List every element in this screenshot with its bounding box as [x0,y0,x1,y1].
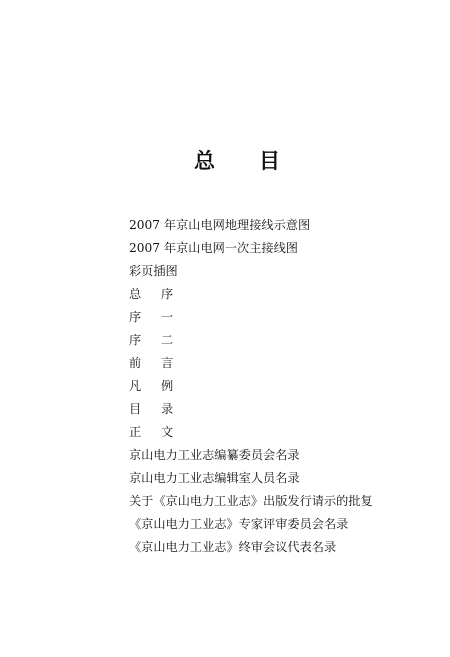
page-title [0,146,450,176]
title-char-2: 目 [259,148,280,173]
toc-item-foreword: 前 言 [129,356,182,370]
toc-item-expert-review-committee: 《京山电力工业志》专家评审委员会名录 [129,517,349,531]
toc-item-general-preface: 总 序 [129,287,182,301]
toc-item-main-text: 正 文 [129,425,182,439]
toc-item-guidelines: 凡 例 [129,379,182,393]
toc-item-preface-one: 序 一 [129,310,182,324]
toc-item-wiring-diagram: 2007 年京山电网一次主接线图 [129,241,298,255]
title-char-1: 总 [194,148,215,173]
toc-item-publication-approval: 关于《京山电力工业志》出版发行请示的批复 [129,494,373,508]
toc-item-editorial-staff: 京山电力工业志编辑室人员名录 [129,471,300,485]
toc-item-compilation-committee: 京山电力工业志编纂委员会名录 [129,448,300,462]
toc-item-geographic-map: 2007 年京山电网地理接线示意图 [129,218,311,232]
toc-item-preface-two: 序 二 [129,333,182,347]
toc-item-color-plates: 彩页插图 [129,264,178,278]
toc-item-contents: 目 录 [129,402,182,416]
toc-item-final-review-representatives: 《京山电力工业志》终审会议代表名录 [129,540,337,554]
table-of-contents [129,214,429,559]
